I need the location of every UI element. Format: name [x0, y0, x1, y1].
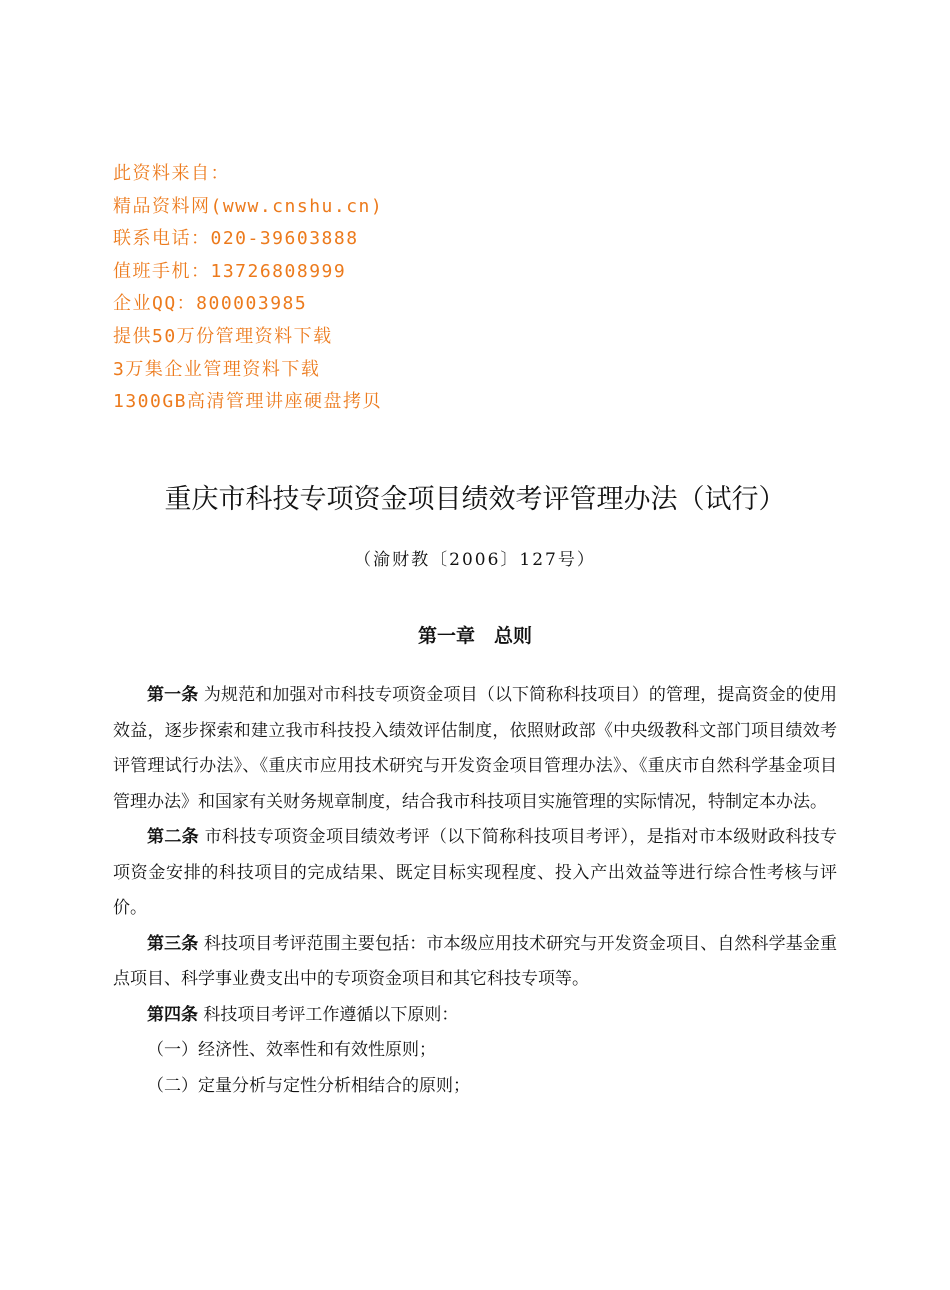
ad-line-offer-1: 提供50万份管理资料下载 [113, 325, 333, 347]
ad-line-mobile: 值班手机：13726808999 [113, 260, 347, 282]
document-title: 重庆市科技专项资金项目绩效考评管理办法（试行） [164, 484, 786, 515]
document-body [113, 678, 837, 1104]
article-label: 第三条 [147, 933, 199, 954]
ad-line-offer-2: 3万集企业管理资料下载 [113, 358, 321, 380]
article-text: 科技项目考评工作遵循以下原则： [198, 1004, 459, 1025]
article-text: 市科技专项资金项目绩效考评（以下简称科技项目考评），是指对市本级财政科技专项资金安排的科技项目的完成结果、既定目标实现程度、投入产出效益等进行综合性考核与评价。 [113, 827, 837, 918]
ad-line-qq: 企业QQ：800003985 [113, 293, 308, 315]
source-notice [113, 158, 713, 419]
ad-line-offer-3: 1300GB高清管理讲座硬盘拷贝 [113, 391, 383, 413]
chapter-title: 第一章 总则 [417, 625, 532, 647]
article-1 [113, 678, 837, 820]
article-text: 为规范和加强对市科技专项资金项目（以下简称科技项目）的管理，提高资金的使用效益，逐步探索和建立我市科技投入绩效评估制度，依照财政部《中央级教科文部门项目绩效考评管理试行办法》、《重庆市应用技术研究与开发资金项目管理办法》、《重庆市自然科学基金项目管理办法》和国家有关财务规章制度，结合我市科技项目实施管理的实际情况，特制定本办法。 [113, 685, 838, 812]
principle-item-1: （一）经济性、效率性和有效性原则； [147, 1040, 436, 1060]
article-4 [113, 998, 837, 1034]
article-2 [113, 820, 837, 927]
article-label: 第四条 [147, 1004, 198, 1025]
article-text: 科技项目考评范围主要包括：市本级应用技术研究与开发资金项目、自然科学基金重点项目、科学事业费支出中的专项资金项目和其它科技专项等。 [113, 933, 838, 989]
article-label: 第一条 [147, 685, 199, 705]
article-3 [113, 927, 837, 998]
principle-item-2: （二）定量分析与定性分析相结合的原则； [147, 1075, 470, 1096]
ad-line-website: 精品资料网(www.cnshu.cn) [113, 195, 384, 217]
article-label: 第二条 [147, 827, 199, 847]
document-number: （渝财教〔2006〕127号） [354, 550, 596, 570]
ad-line-source: 此资料来自： [113, 163, 230, 184]
ad-line-phone: 联系电话：020-39603888 [113, 228, 359, 250]
